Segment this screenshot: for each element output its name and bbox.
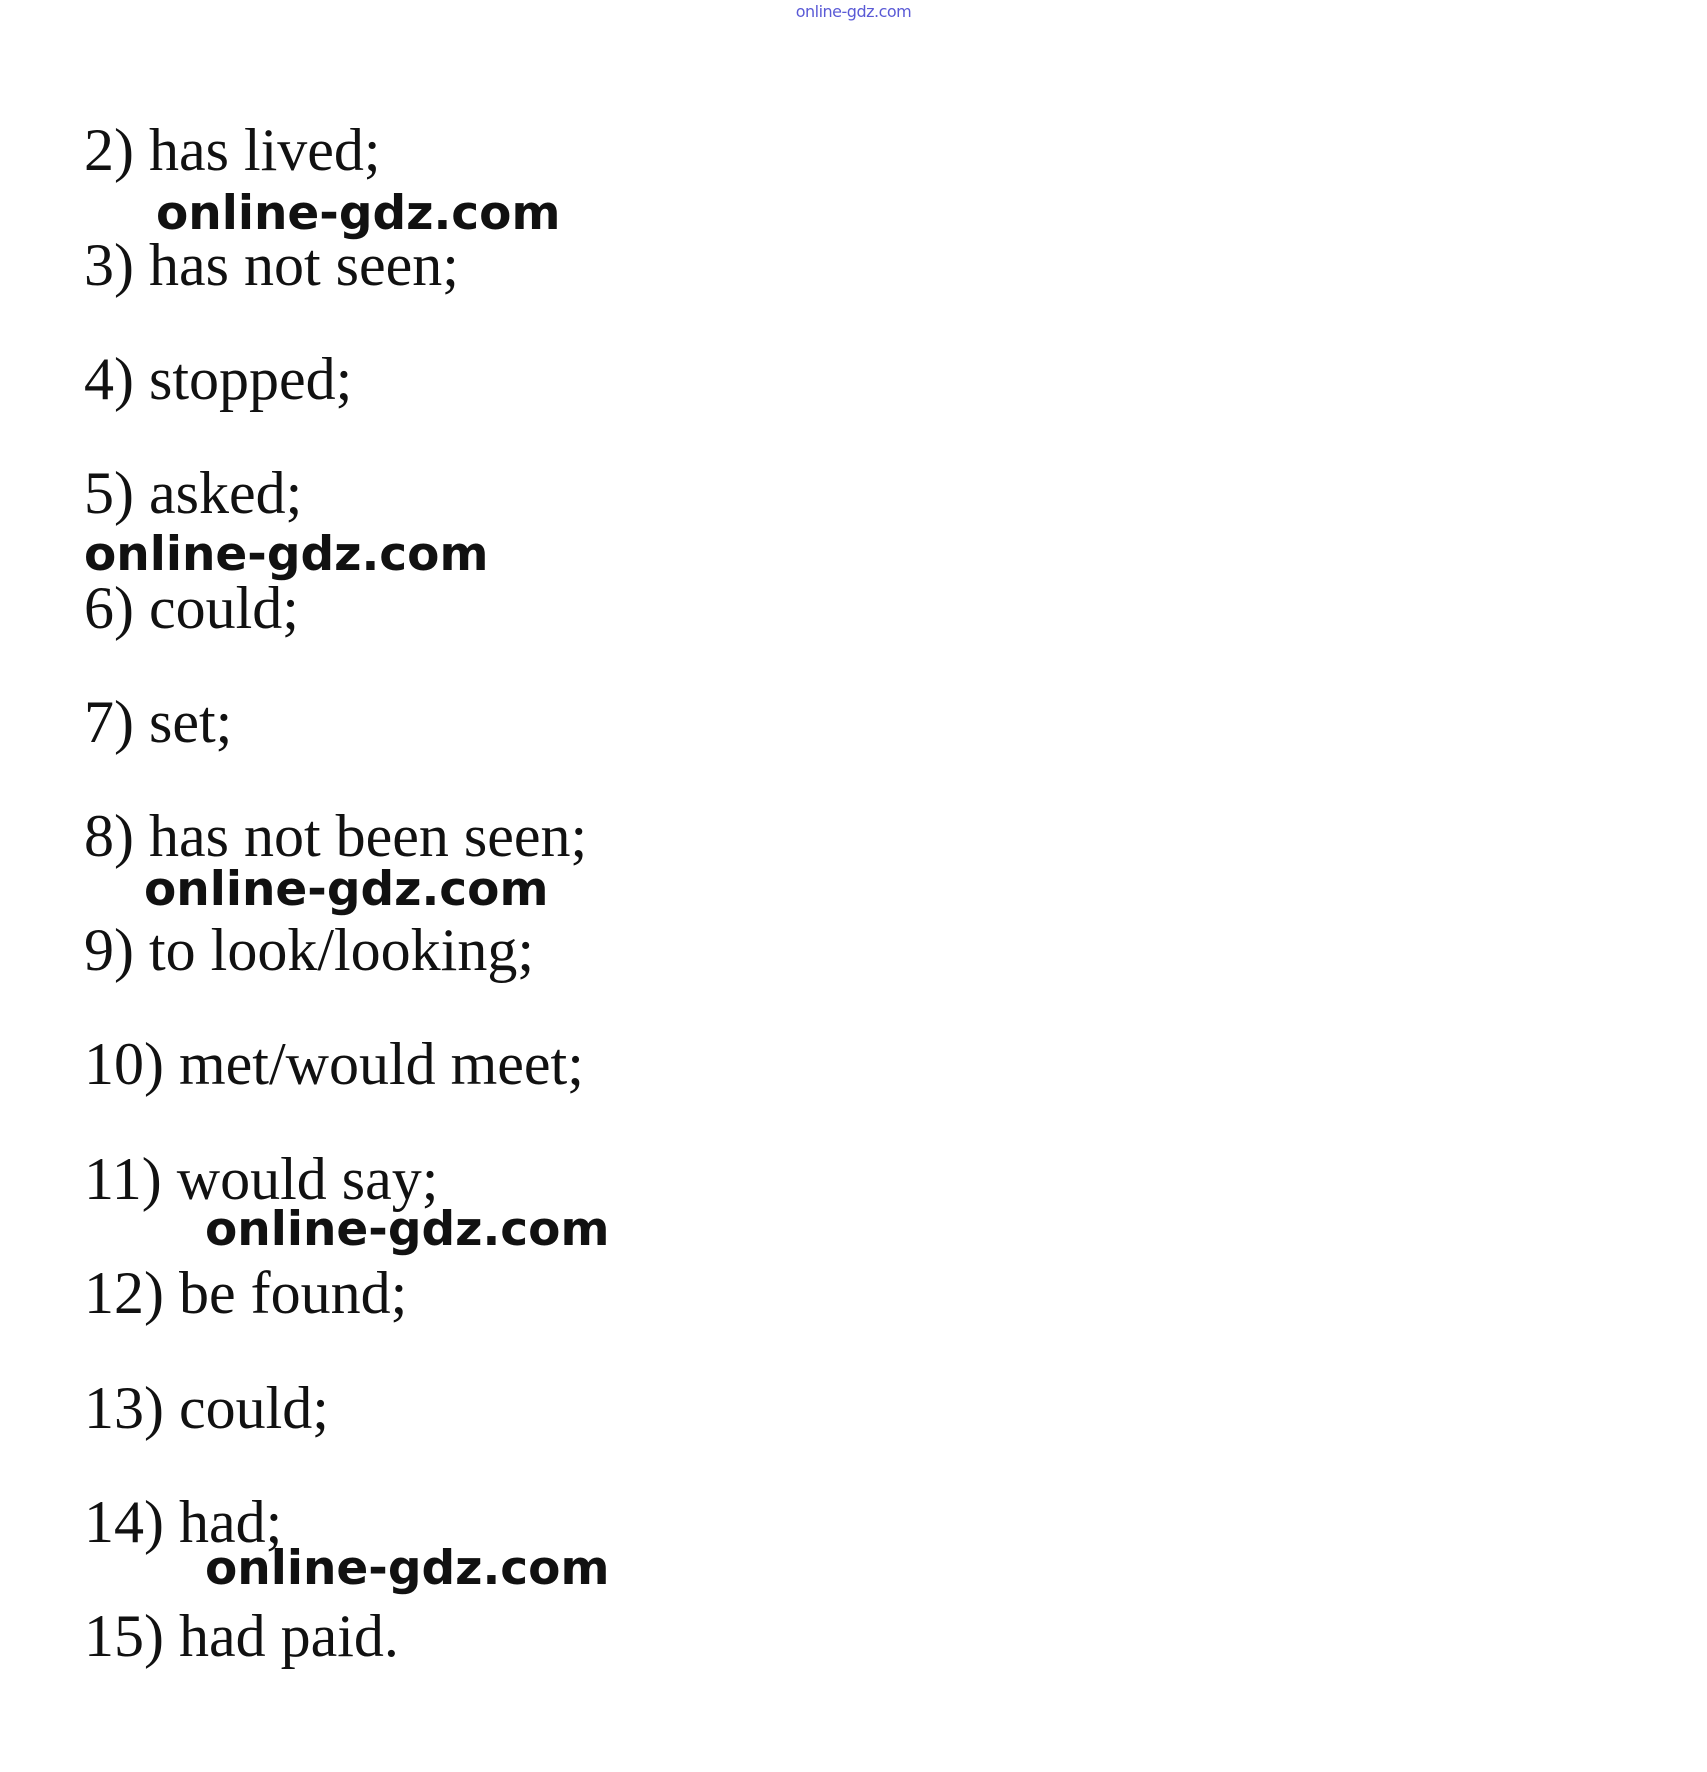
answer-5: 5) asked; — [84, 460, 303, 526]
answer-4: 4) stopped; — [84, 346, 353, 412]
answer-13: 13) could; — [84, 1375, 329, 1441]
answer-10: 10) met/would meet; — [84, 1031, 584, 1097]
answer-2: 2) has lived; — [84, 117, 381, 183]
answer-8: 8) has not been seen; — [84, 803, 588, 869]
answer-11: 11) would say; — [84, 1146, 439, 1212]
answer-15: 15) had paid. — [84, 1603, 399, 1669]
answer-9: 9) to look/looking; — [84, 917, 534, 983]
watermark-text: online-gdz.com — [205, 1202, 610, 1257]
answer-7: 7) set; — [84, 689, 233, 755]
answer-14: 14) had; — [84, 1489, 283, 1555]
watermark-text: online-gdz.com — [205, 1541, 610, 1596]
watermark-text: online-gdz.com — [144, 862, 549, 917]
watermark-text: online-gdz.com — [156, 186, 561, 241]
header-watermark: online-gdz.com — [795, 2, 912, 21]
answer-3: 3) has not seen; — [84, 232, 459, 298]
watermark-text: online-gdz.com — [84, 527, 489, 582]
answer-6: 6) could; — [84, 575, 299, 641]
answer-12: 12) be found; — [84, 1260, 408, 1326]
